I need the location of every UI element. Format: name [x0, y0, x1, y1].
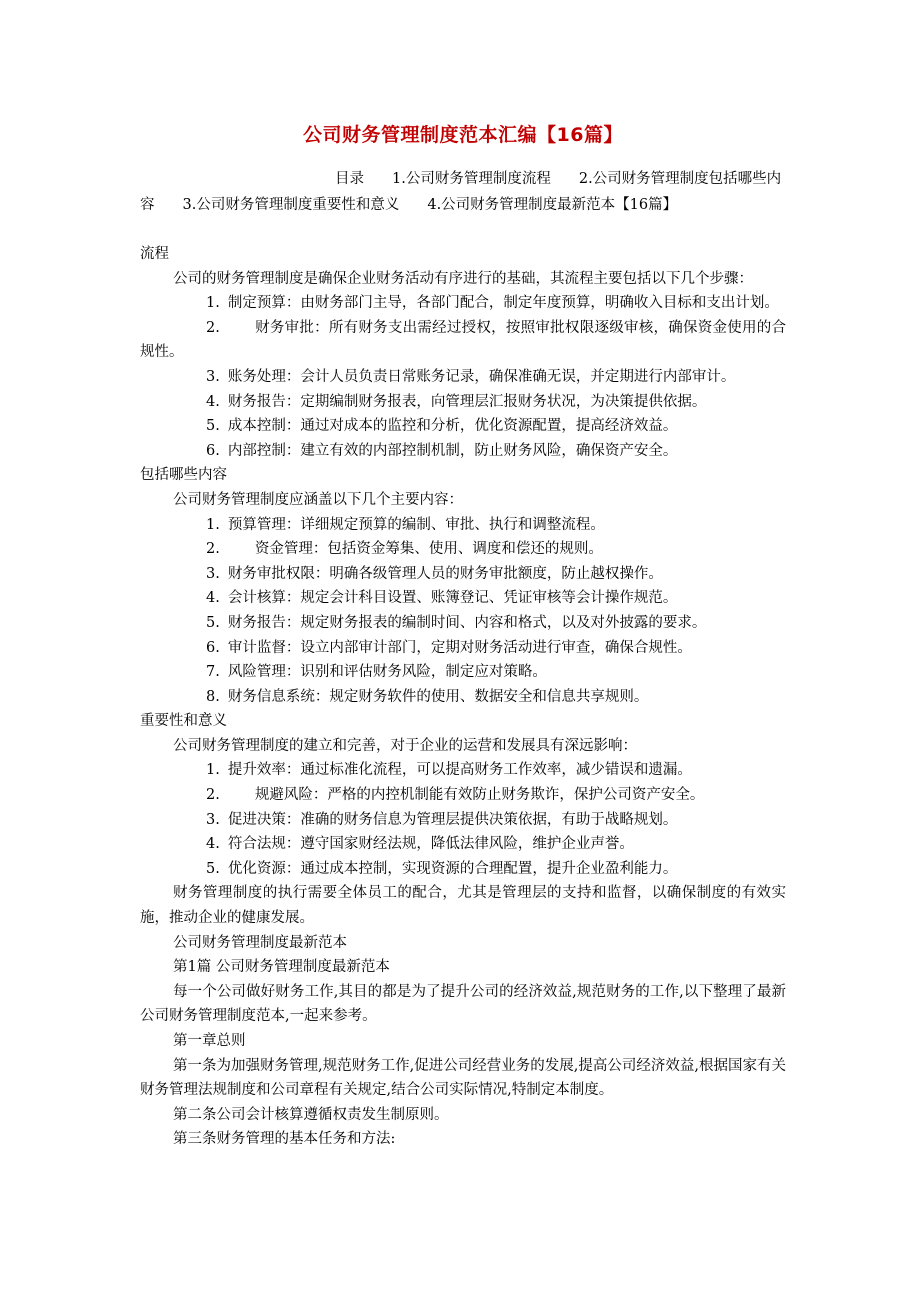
- list-text: 资金管理：包括资金筹集、使用、调度和偿还的规则。: [254, 541, 603, 558]
- list-text: 财务报告：定期编制财务报表，向管理层汇报财务状况，为决策提供依据。: [227, 393, 707, 410]
- list-item: [140, 316, 786, 365]
- list-text: 制定预算：由财务部门主导，各部门配合，制定年度预算，明确收入目标和支出计划。: [227, 295, 779, 312]
- list-text: 财务审批：所有财务支出需经过授权，按照审批权限逐级审核，确保资金使用的合规性。: [140, 319, 786, 361]
- list-text: 预算管理：详细规定预算的编制、审批、执行和调整流程。: [227, 516, 605, 533]
- list-text: 会计核算：规定会计科目设置、账簿登记、凭证审核等会计操作规范。: [227, 590, 678, 607]
- list-text: 提升效率：通过标准化流程，可以提高财务工作效率，减少错误和遗漏。: [227, 762, 692, 779]
- section-closing: 财务管理制度的执行需要全体员工的配合，尤其是管理层的支持和监督，以确保制度的有效实施，推动企业的健康发展。: [140, 885, 786, 927]
- list-text: 符合法规：遵守国家财经法规，降低法律风险，维护企业声誉。: [227, 836, 634, 853]
- section-intro: 公司财务管理制度应涵盖以下几个主要内容：: [173, 491, 463, 508]
- list-number: 1.: [206, 762, 220, 779]
- list-number: 6.: [206, 442, 220, 459]
- list-number: 4.: [206, 836, 220, 853]
- list-item: [140, 758, 786, 783]
- list-text: 财务报告：规定财务报表的编制时间、内容和格式，以及对外披露的要求。: [227, 614, 707, 631]
- list-text: 优化资源：通过成本控制，实现资源的合理配置，提升企业盈利能力。: [227, 860, 678, 877]
- list-text: 内部控制：建立有效的内部控制机制，防止财务风险，确保资产安全。: [227, 442, 678, 459]
- section-intro: 公司财务管理制度的建立和完善，对于企业的运营和发展具有深远影响：: [173, 737, 637, 754]
- list-item: [140, 685, 786, 710]
- toc-item[interactable]: 2.公司财务管理制度包括哪些内容: [140, 171, 782, 213]
- body-paragraph: 第一条为加强财务管理,规范财务工作,促进公司经营业务的发展,提高公司经济效益,根据国家有关财务管理法规制度和公司章程有关规定,结合公司实际情况,特制定本制度。: [140, 1057, 786, 1099]
- article-heading: 第1篇 公司财务管理制度最新范本: [173, 959, 390, 976]
- body-paragraph: 第二条公司会计核算遵循权责发生制原则。: [173, 1106, 449, 1123]
- list-item: [140, 513, 786, 538]
- list-item: [140, 291, 786, 316]
- list-number: 5.: [206, 614, 220, 631]
- list-number: 7.: [206, 664, 220, 681]
- list-text: 财务审批权限：明确各级管理人员的财务审批额度，防止越权操作。: [227, 565, 663, 582]
- list-item: [140, 783, 786, 808]
- list-number: 4.: [206, 590, 220, 607]
- list-number: 2.: [206, 541, 220, 558]
- list-number: 1.: [206, 295, 220, 312]
- body-paragraph: 第三条财务管理的基本任务和方法:: [173, 1131, 396, 1148]
- list-number: 6.: [206, 639, 220, 656]
- document-page: [140, 118, 786, 1152]
- toc-item[interactable]: 4.公司财务管理制度最新范本【16篇】: [427, 197, 678, 213]
- toc-label: 目录: [335, 171, 364, 187]
- section-heading-process: 流程: [140, 246, 169, 262]
- toc-item[interactable]: 3.公司财务管理制度重要性和意义: [182, 197, 400, 213]
- list-text: 风险管理：识别和评估财务风险，制定应对策略。: [227, 664, 547, 681]
- list-number: 8.: [206, 688, 220, 705]
- list-number: 3.: [206, 811, 220, 828]
- toc-item[interactable]: 1.公司财务管理制度流程: [392, 171, 551, 187]
- body-paragraph: 每一个公司做好财务工作,其目的都是为了提升公司的经济效益,规范财务的工作,以下整理了最新公司财务管理制度范本,一起来参考。: [140, 983, 786, 1025]
- list-item: [140, 611, 786, 636]
- list-number: 2.: [206, 319, 220, 336]
- list-item: [140, 390, 786, 415]
- list-text: 成本控制：通过对成本的监控和分析，优化资源配置，提高经济效益。: [227, 418, 678, 435]
- list-number: 5.: [206, 860, 220, 877]
- list-item: [140, 586, 786, 611]
- list-text: 规避风险：严格的内控机制能有效防止财务欺诈，保护公司资产安全。: [254, 787, 705, 804]
- section-heading-template: 公司财务管理制度最新范本: [173, 934, 347, 951]
- list-item: [140, 562, 786, 587]
- list-item: [140, 537, 786, 562]
- list-text: 财务信息系统：规定财务软件的使用、数据安全和信息共享规则。: [227, 688, 649, 705]
- list-item: [140, 808, 786, 833]
- section-intro: 公司的财务管理制度是确保企业财务活动有序进行的基础，其流程主要包括以下几个步骤：: [173, 270, 753, 287]
- list-item: [140, 857, 786, 882]
- table-of-contents: [140, 166, 786, 218]
- list-text: 促进决策：准确的财务信息为管理层提供决策依据，有助于战略规划。: [227, 811, 678, 828]
- list-item: [140, 439, 786, 464]
- list-number: 3.: [206, 368, 220, 385]
- list-item: [140, 660, 786, 685]
- section-heading-contents: 包括哪些内容: [140, 467, 227, 484]
- list-number: 1.: [206, 516, 220, 533]
- chapter-heading: 第一章总则: [173, 1033, 246, 1049]
- list-number: 4.: [206, 393, 220, 410]
- list-text: 账务处理：会计人员负责日常账务记录，确保准确无误，并定期进行内部审计。: [227, 368, 736, 385]
- section-heading-importance: 重要性和意义: [140, 713, 227, 730]
- list-item: [140, 365, 786, 390]
- list-text: 审计监督：设立内部审计部门，定期对财务活动进行审查，确保合规性。: [227, 639, 692, 656]
- document-title: 公司财务管理制度范本汇编【16篇】: [303, 124, 623, 146]
- list-item: [140, 414, 786, 439]
- list-number: 5.: [206, 418, 220, 435]
- list-number: 3.: [206, 565, 220, 582]
- list-item: [140, 636, 786, 661]
- list-number: 2.: [206, 787, 220, 804]
- list-item: [140, 832, 786, 857]
